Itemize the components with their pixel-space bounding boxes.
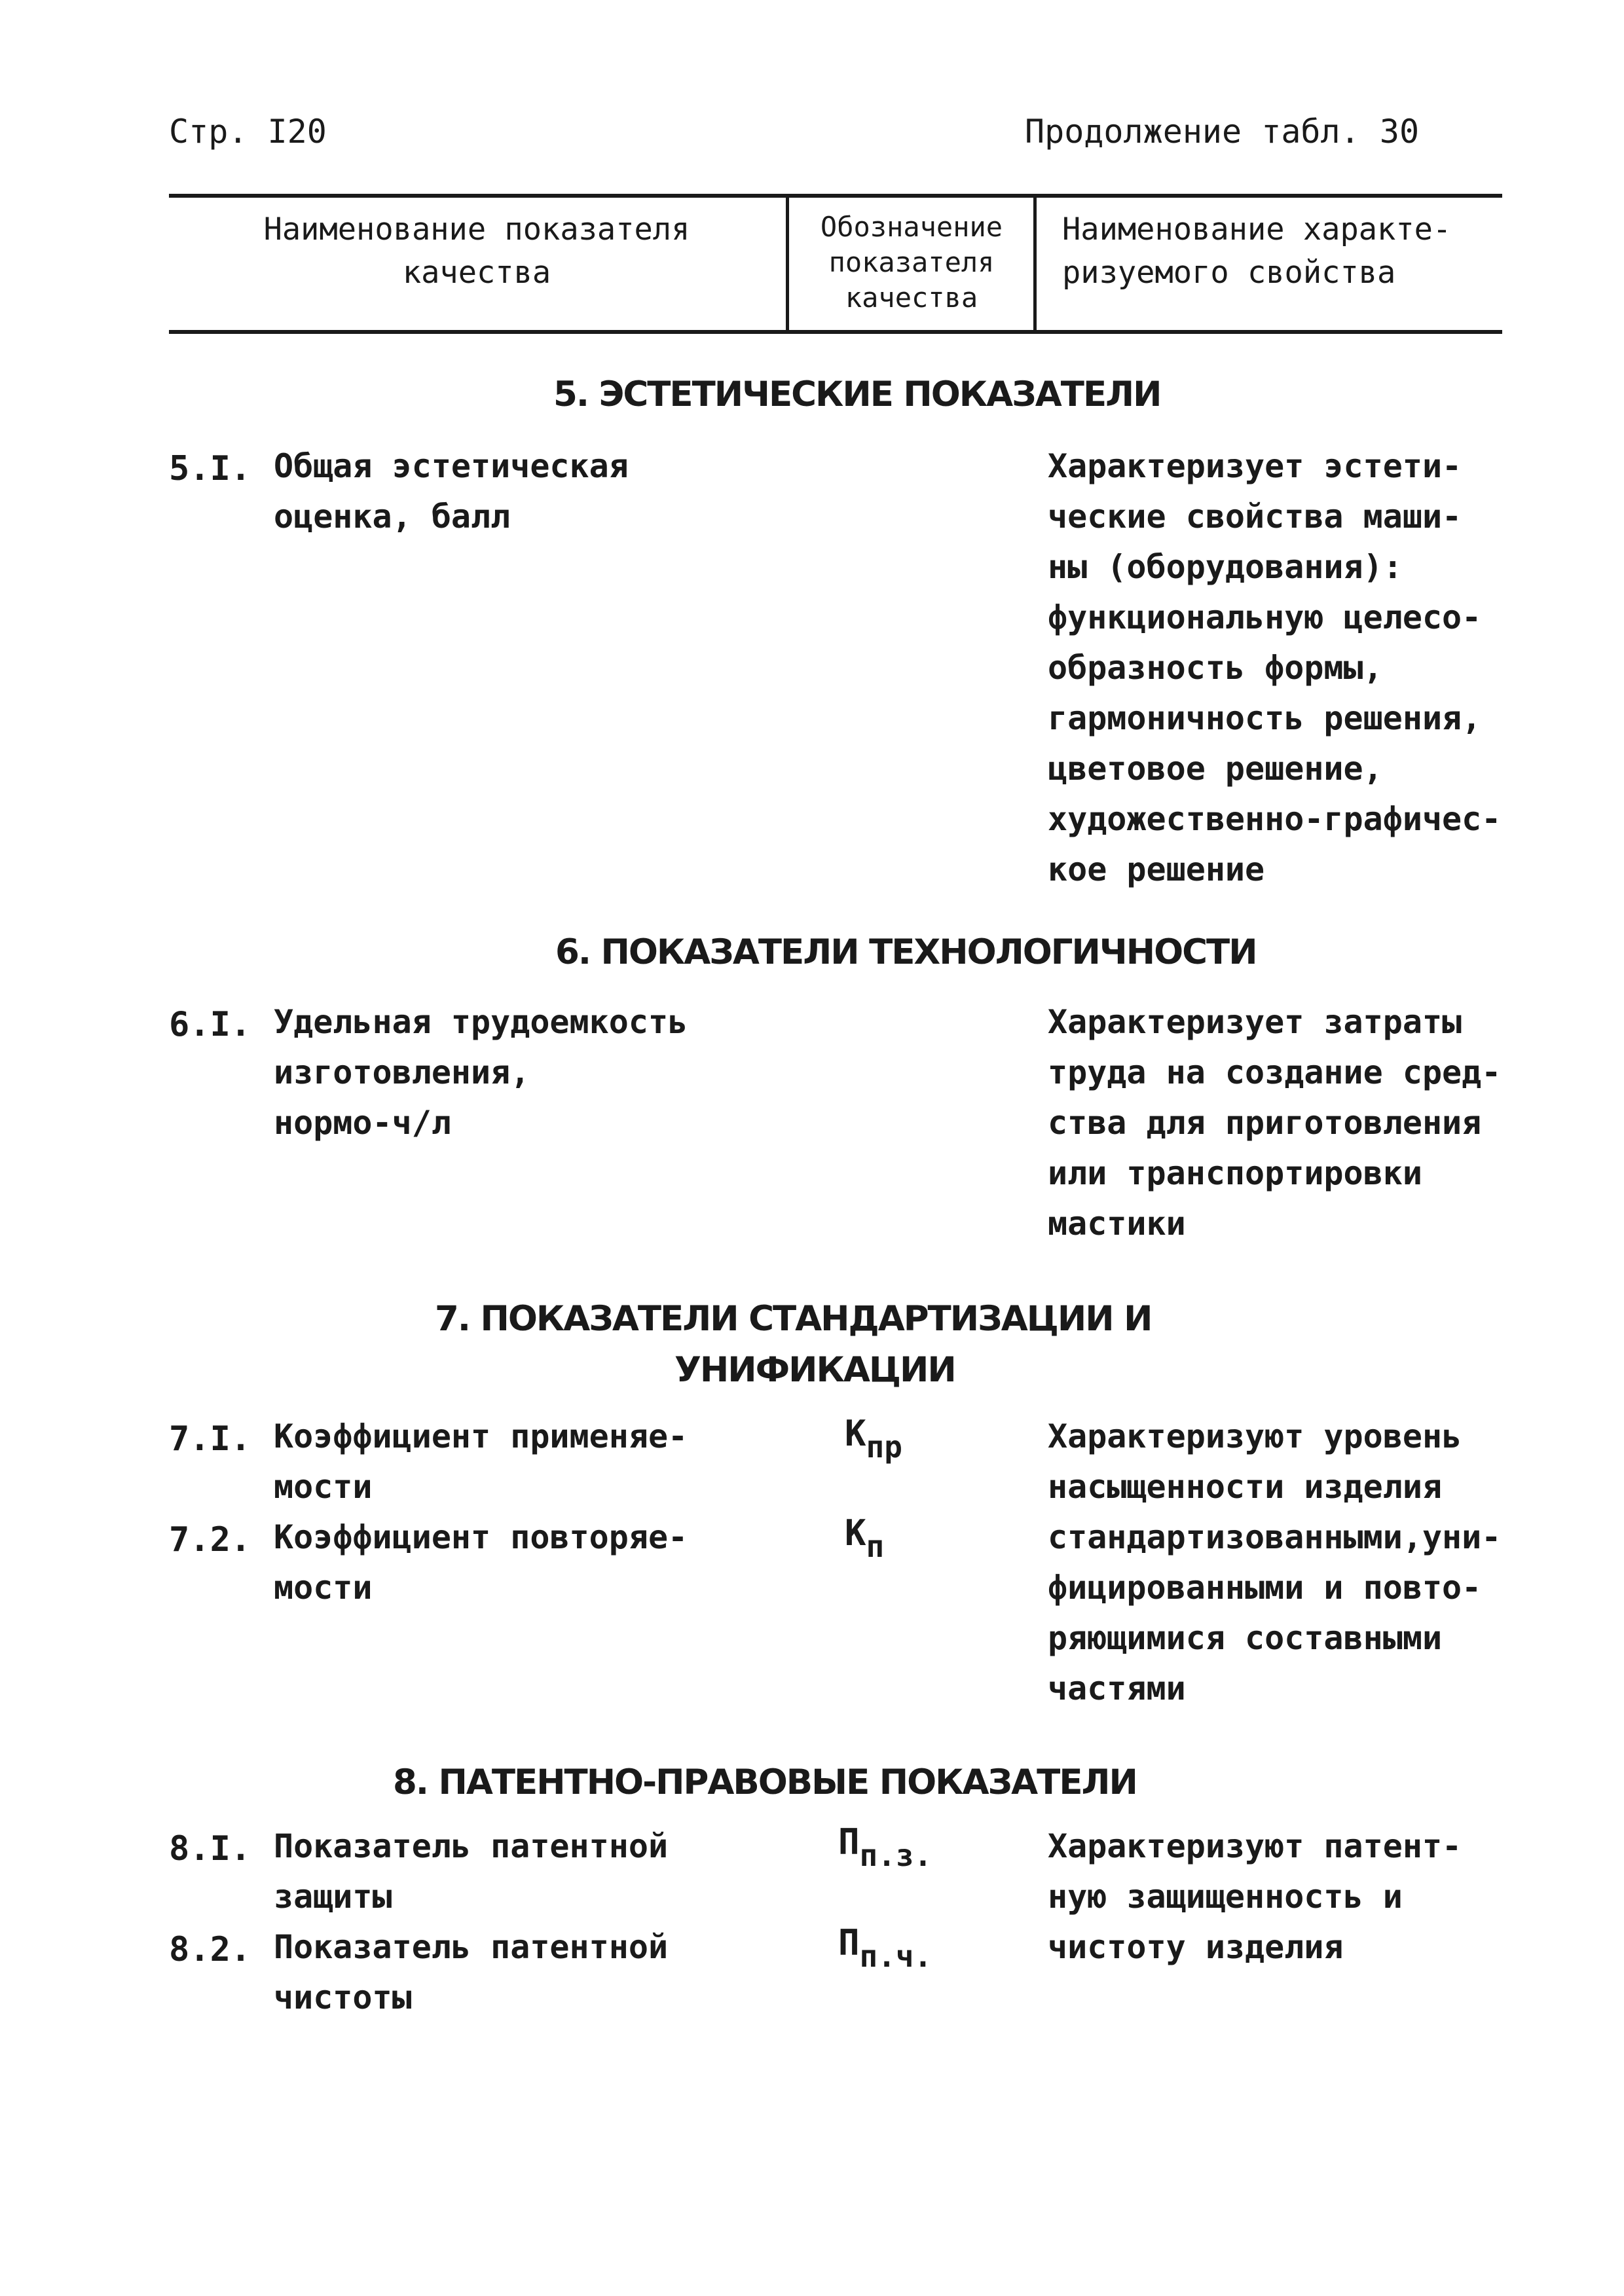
section-title-aesthetic: 5. ЭСТЕТИЧЕСКИЕ ПОКАЗАТЕЛИ xyxy=(553,374,1161,414)
indicator-name: Коэффициент повторяе- мости xyxy=(274,1518,688,1607)
row-number: 6.I. xyxy=(169,1005,251,1044)
table-continuation-label: Продолжение табл. 30 xyxy=(1025,113,1420,151)
section-title-standardization-cont: УНИФИКАЦИИ xyxy=(674,1350,955,1390)
property-description: Характеризует затраты труда на создание сред- ства для приготовления или транспортировки мастики xyxy=(1048,1003,1502,1243)
header-designation: Обозначение показателя качества xyxy=(820,211,1003,314)
row-number: 8.I. xyxy=(169,1829,251,1868)
indicator-symbol: $К_{пр}$ xyxy=(845,1413,902,1465)
indicator-name: Показатель патентной чистоты xyxy=(274,1928,669,2016)
page-number: Стр. I20 xyxy=(169,113,327,151)
header-quality-indicator-name: Наименование показателя качества xyxy=(263,211,690,291)
table-top-rule xyxy=(169,194,1502,198)
indicator-symbol: $П_{п.з.}$ xyxy=(838,1821,932,1873)
indicator-symbol: $П_{п.ч.}$ xyxy=(838,1922,932,1974)
indicator-name: Коэффициент применяе- мости xyxy=(274,1417,688,1506)
section-title-patent: 8. ПАТЕНТНО-ПРАВОВЫЕ ПОКАЗАТЕЛИ xyxy=(393,1762,1137,1802)
row-number: 5.I. xyxy=(169,449,251,488)
property-description: Характеризует эстети- ческие свойства маши- ны (оборудования): функциональную целесо- образность формы, гармоничность решения, цветовое решение, художественно-графичес- кое решение xyxy=(1048,447,1502,888)
row-number: 7.I. xyxy=(169,1419,251,1459)
property-description: Характеризуют патент- ную защищенность и чистоту изделия xyxy=(1048,1827,1462,1966)
row-number: 7.2. xyxy=(169,1520,251,1559)
indicator-name: Удельная трудоемкость изготовления, нормо-ч/л xyxy=(274,1003,688,1142)
row-number: 8.2. xyxy=(169,1930,251,1969)
header-characterized-property: Наименование характе- ризуемого свойства xyxy=(1062,211,1452,291)
indicator-name: Показатель патентной защиты xyxy=(274,1827,669,1916)
column-separator xyxy=(1033,196,1037,331)
table-header-bottom-rule xyxy=(169,330,1502,334)
section-title-standardization: 7. ПОКАЗАТЕЛИ СТАНДАРТИЗАЦИИ И xyxy=(435,1299,1152,1339)
indicator-name: Общая эстетическая оценка, балл xyxy=(274,447,629,536)
indicator-symbol: $К_п$ xyxy=(845,1512,885,1564)
column-separator xyxy=(786,196,789,331)
property-description: Характеризуют уровень насыщенности изделия стандартизованными,уни- фицированными и повто- ряющимися составными частями xyxy=(1048,1417,1502,1707)
section-title-manufacturability: 6. ПОКАЗАТЕЛИ ТЕХНОЛОГИЧНОСТИ xyxy=(555,932,1257,972)
